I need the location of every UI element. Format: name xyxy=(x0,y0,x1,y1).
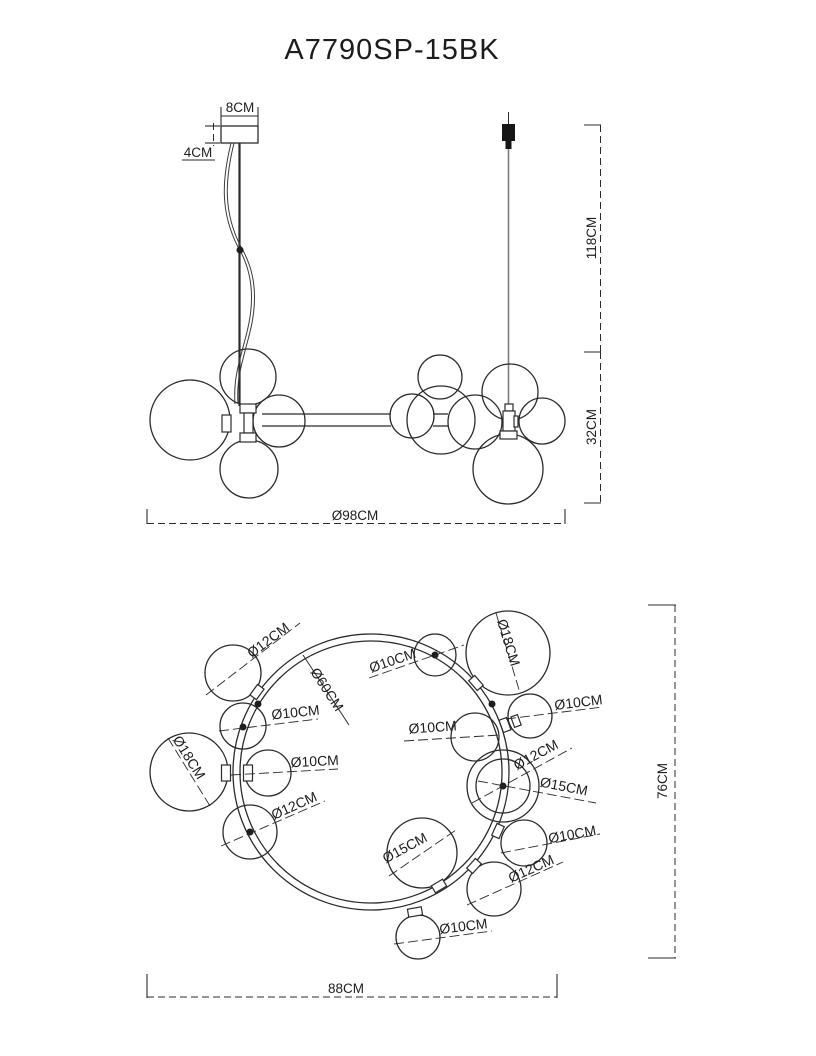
suspension-cable xyxy=(227,143,254,404)
pivot-dot xyxy=(489,701,496,708)
dimension-suspension-height xyxy=(584,125,601,352)
sphere-label: Ø12CM xyxy=(510,736,561,773)
sphere-label: Ø12CM xyxy=(243,619,293,661)
plan-view xyxy=(147,605,676,998)
dim-98cm-label: Ø98CM xyxy=(331,508,379,523)
dimension-plan-width xyxy=(147,974,557,998)
glass-sphere xyxy=(519,398,565,444)
right-hanger xyxy=(502,112,515,407)
horizontal-bar xyxy=(262,414,448,426)
sphere-label: Ø12CM xyxy=(268,788,320,823)
ceiling-canopy xyxy=(221,126,258,143)
cable-knot xyxy=(237,247,244,254)
dimension-plan-height xyxy=(648,605,676,958)
glass-sphere xyxy=(407,386,475,454)
dimension-body-height xyxy=(584,352,601,503)
page-title: A7790SP-15BK xyxy=(284,34,500,66)
glass-sphere xyxy=(220,440,278,498)
hub-clip xyxy=(244,765,253,781)
sphere-clip xyxy=(511,715,521,728)
sphere-label: Ø10CM xyxy=(270,701,321,723)
sphere-clip xyxy=(407,907,422,917)
sphere-label: Ø18CM xyxy=(169,732,209,783)
glass-sphere xyxy=(150,380,230,460)
sphere-clip xyxy=(431,879,446,893)
hub-clip xyxy=(222,765,231,781)
pivot-dot xyxy=(240,724,247,731)
dim-32cm-label: 32CM xyxy=(584,408,599,446)
sphere-label: Ø18CM xyxy=(494,617,524,668)
glass-sphere xyxy=(253,395,305,447)
sphere-label: Ø15CM xyxy=(538,773,590,799)
sphere-label: Ø10CM xyxy=(546,822,598,847)
side-elevation-view xyxy=(147,100,601,524)
right-hub xyxy=(500,404,518,439)
sphere-label: Ø10CM xyxy=(553,691,604,713)
pivot-dot xyxy=(255,701,262,708)
dimension-canopy-height xyxy=(182,123,220,160)
sphere-label: Ø12CM xyxy=(505,851,557,886)
dim-118cm-label: 118CM xyxy=(584,216,599,260)
dim-8cm-label: 8CM xyxy=(225,100,255,115)
glass-sphere xyxy=(396,915,440,959)
glass-sphere xyxy=(473,434,543,504)
ring-label: Ø60CM xyxy=(307,664,348,714)
pivot-dot xyxy=(432,652,439,659)
sphere-label: Ø10CM xyxy=(408,717,458,737)
sphere-label: Ø10CM xyxy=(438,915,489,937)
dimension-canopy-width xyxy=(221,100,258,126)
sphere-clip xyxy=(467,858,482,873)
sphere-clip xyxy=(499,718,511,733)
sphere-label: Ø10CM xyxy=(290,751,340,771)
dim-4cm-label: 4CM xyxy=(183,145,213,160)
sphere-label: Ø15CM xyxy=(379,829,430,866)
sphere-label: Ø10CM xyxy=(366,644,418,676)
glass-sphere xyxy=(390,394,434,438)
glass-sphere xyxy=(418,355,462,399)
cable-grip-fitting xyxy=(502,124,515,141)
dimension-overall-width xyxy=(147,508,565,524)
glass-sphere xyxy=(220,349,276,405)
dim-88cm-label: 88CM xyxy=(327,981,365,996)
dim-76cm-label: 76CM xyxy=(655,762,670,800)
suspension-cable xyxy=(224,143,251,404)
